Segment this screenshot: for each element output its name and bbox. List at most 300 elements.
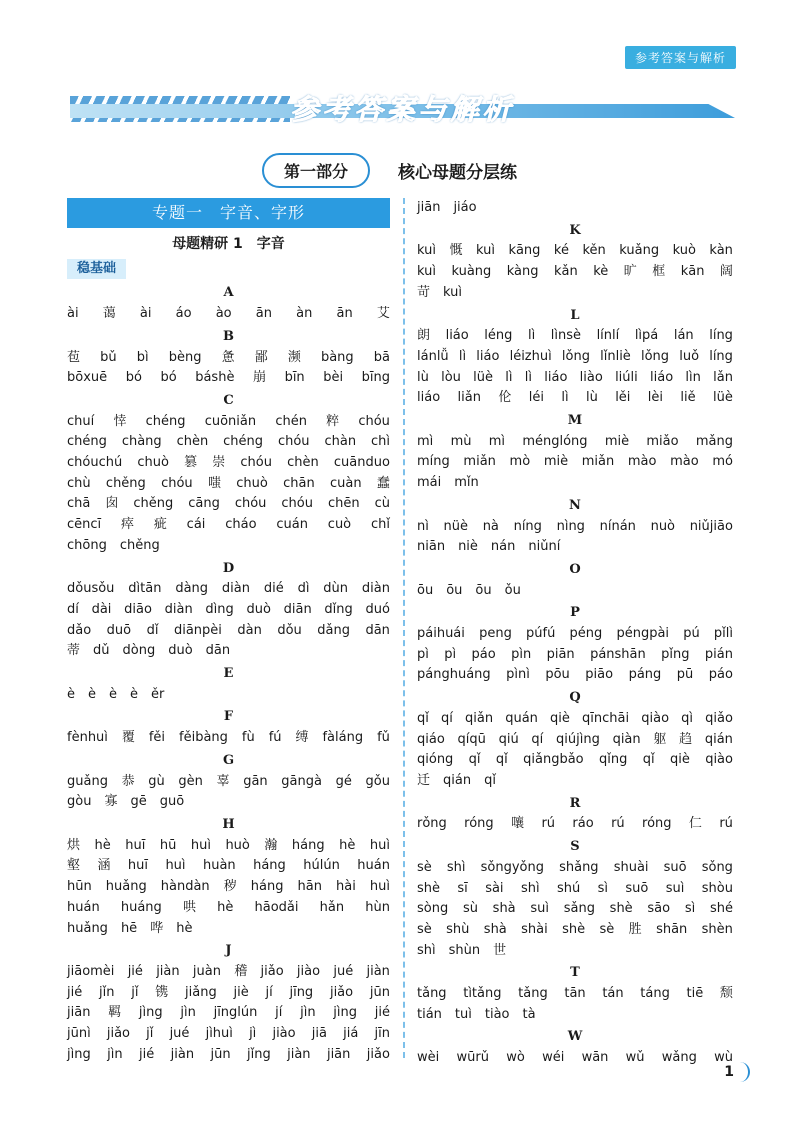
answer-token: suì <box>530 901 549 917</box>
answer-token: kān <box>680 264 705 280</box>
answer-token: pì <box>417 646 429 662</box>
section-letter: N <box>569 497 581 513</box>
answer-token: ōu <box>417 582 434 598</box>
answer-token: 崇 <box>212 455 226 471</box>
answer-token: sǒngyǒng <box>480 859 544 875</box>
answer-token: chuò <box>236 475 268 491</box>
answer-token: niè <box>458 539 478 555</box>
answer-token: sǎng <box>563 901 595 917</box>
part-title: 核心母题分层练 <box>398 163 518 183</box>
section-letter: K <box>569 222 581 238</box>
answer-token: ài <box>139 306 152 322</box>
answer-token: diàn <box>164 601 193 617</box>
answer-token: chén <box>275 413 307 429</box>
answer-token: chěng <box>119 537 160 553</box>
answer-token: nà <box>482 518 499 534</box>
answer-token: sè <box>417 859 432 875</box>
answer-token: qiǎo <box>705 710 733 726</box>
answer-token: sè <box>417 921 432 937</box>
column-divider <box>403 198 405 1058</box>
answer-line <box>67 792 390 813</box>
answer-token: dí <box>67 601 79 617</box>
answer-token: jié <box>67 984 83 1000</box>
answer-line <box>417 452 733 473</box>
answer-token: shài <box>521 921 548 937</box>
answer-token: lù <box>417 369 429 385</box>
answer-token: 缚 <box>295 730 309 746</box>
answer-token: 哗 <box>150 920 164 936</box>
section-letter: F <box>223 709 234 725</box>
answer-token: niān <box>417 539 446 555</box>
answer-token: hāodǎi <box>254 899 299 915</box>
answer-token: niǔjiāo <box>689 518 733 534</box>
answer-token: hè <box>94 837 111 853</box>
answer-line <box>417 432 733 453</box>
answer-token: diānpèi <box>173 622 222 638</box>
section-letter: D <box>222 560 235 576</box>
answer-token: ráo <box>572 816 594 832</box>
title-banner <box>70 90 735 128</box>
answer-token: chuí <box>67 413 95 429</box>
answer-token: jiàn <box>287 1046 311 1062</box>
answer-token: línlí <box>596 328 620 344</box>
answer-token: páo <box>471 646 496 662</box>
answer-token: kuì <box>417 243 436 259</box>
answer-token: hǎn <box>319 899 345 915</box>
answer-token: 壑 <box>67 858 81 874</box>
answer-token: jí <box>265 984 273 1000</box>
answer-token: qiújìng <box>556 731 600 747</box>
answer-token: tà <box>522 1006 536 1022</box>
answer-token: kè <box>593 264 609 280</box>
answer-token: báshè <box>195 370 235 386</box>
answer-token: kuò <box>672 243 696 259</box>
answer-line <box>67 1024 390 1045</box>
answer-token: jiào <box>296 963 321 979</box>
answer-line <box>67 983 390 1004</box>
right-column <box>417 198 733 1069</box>
answer-token: qiú <box>498 731 519 747</box>
answer-token: sī <box>457 880 468 896</box>
answer-line <box>67 453 390 474</box>
answer-token: 崩 <box>253 370 267 386</box>
answer-token: huán <box>67 899 100 915</box>
answer-token: lù <box>585 390 598 406</box>
answer-token: 羁 <box>108 1005 122 1021</box>
answer-token: páo <box>708 667 733 683</box>
answer-token: 粹 <box>326 413 340 429</box>
answer-token: 旷 <box>623 264 637 280</box>
answer-token: kuì <box>475 243 495 259</box>
section-letter: J <box>225 943 232 959</box>
answer-token: qiáo <box>417 731 445 747</box>
answer-token: shè <box>562 921 586 937</box>
answer-token: cái <box>186 517 206 533</box>
answer-line <box>67 412 390 433</box>
answer-token: pìnì <box>506 667 530 683</box>
answer-token: jīnglún <box>213 1005 258 1021</box>
answer-token: pìn <box>511 646 532 662</box>
answer-line <box>417 262 733 283</box>
answer-token: chéng <box>67 434 107 450</box>
answer-token: lì <box>527 328 536 344</box>
answer-token: huán <box>357 858 390 874</box>
answer-token: suì <box>665 880 685 896</box>
answer-token: gān <box>243 773 268 789</box>
answer-token: sì <box>597 880 608 896</box>
answer-token: tuì <box>454 1006 472 1022</box>
answer-token: huàn <box>202 858 236 874</box>
answer-token: lǎn <box>713 369 733 385</box>
answer-token: jǐ <box>146 1026 154 1042</box>
answer-token: bèng <box>168 349 202 365</box>
answer-token: cēncī <box>67 517 102 533</box>
answer-token: shì <box>446 859 466 875</box>
answer-token: jié <box>127 963 143 979</box>
answer-token: qiàn <box>612 731 641 747</box>
answer-token: wò <box>506 1050 525 1066</box>
answer-token: 世 <box>493 942 507 958</box>
answer-token: cuàn <box>330 475 362 491</box>
answer-token: lüè <box>713 390 733 406</box>
answer-token: wù <box>714 1050 733 1066</box>
answer-token: qíqū <box>457 731 486 747</box>
answer-token: ān <box>255 306 273 322</box>
answer-token: jiā <box>311 1026 327 1042</box>
answer-line <box>67 877 390 898</box>
answer-token: dǔ <box>93 643 110 659</box>
answer-token: shú <box>556 880 581 896</box>
answer-token: qí <box>441 710 453 726</box>
answer-token: mó <box>712 454 733 470</box>
answer-token: gé <box>335 773 352 789</box>
answer-token: lǒng <box>640 348 670 364</box>
answer-token: lěi <box>615 390 631 406</box>
answer-token: pǐlì <box>713 626 733 642</box>
answer-token: róng <box>464 816 494 832</box>
answer-token: kuì <box>443 284 462 300</box>
answer-line <box>417 624 733 645</box>
answer-line <box>417 388 733 409</box>
answer-token: kuǎng <box>619 243 660 259</box>
answer-token: páihuái <box>417 626 465 642</box>
answer-token: suō <box>663 859 687 875</box>
answer-token: páng <box>628 667 662 683</box>
answer-token: róng <box>642 816 672 832</box>
answer-token: jǐn <box>99 984 115 1000</box>
answer-line <box>417 941 733 962</box>
answer-token: jìn <box>300 1005 316 1021</box>
answer-token: jūn <box>369 984 390 1000</box>
corner-section-tab: 参考答案与解析 <box>625 46 736 69</box>
answer-token: léi <box>528 390 544 406</box>
answer-token: dòng <box>122 643 156 659</box>
answer-token: qǐ <box>495 752 508 768</box>
answer-token: hè <box>339 837 356 853</box>
answer-token: péngpài <box>616 626 670 642</box>
answer-token: háng <box>253 858 286 874</box>
answer-token: lìnsè <box>550 328 581 344</box>
answer-token: diān <box>283 601 312 617</box>
answer-token: 寡 <box>104 794 118 810</box>
answer-token: chěng <box>105 475 146 491</box>
section-letter: P <box>570 605 580 621</box>
answer-token: bīng <box>361 370 390 386</box>
answer-token: hūn <box>67 879 92 895</box>
answer-line <box>67 515 390 536</box>
answer-token: áo <box>175 306 192 322</box>
answer-token: qiè <box>550 710 570 726</box>
answer-line <box>417 879 733 900</box>
answer-token: guō <box>159 794 185 810</box>
answer-token: jūn <box>210 1046 231 1062</box>
answer-token: 疵 <box>153 517 167 533</box>
answer-token: kàn <box>709 243 733 259</box>
answer-token: chǐ <box>370 517 390 533</box>
answer-line <box>417 899 733 920</box>
answer-line <box>417 473 733 494</box>
answer-line <box>67 919 390 940</box>
answer-token: léng <box>484 328 513 344</box>
answer-token: qǐng <box>599 752 628 768</box>
answer-token: huì <box>369 837 390 853</box>
answer-token: wǔ <box>625 1050 645 1066</box>
answer-token: 苛 <box>417 284 431 300</box>
answer-token: liáo <box>445 328 469 344</box>
answer-token: jūnì <box>67 1026 91 1042</box>
answer-token: dài <box>91 601 112 617</box>
answer-token: 恭 <box>121 773 135 789</box>
answer-token: sāo <box>647 901 671 917</box>
answer-token: chóu <box>358 413 390 429</box>
answer-token: liǎn <box>457 390 481 406</box>
answer-token: juàn <box>192 963 221 979</box>
answer-token: dìng <box>205 601 234 617</box>
answer-token: jìng <box>138 1005 163 1021</box>
answer-token: líng <box>709 348 733 364</box>
answer-token: pū <box>676 667 694 683</box>
answer-token: rǒng <box>417 816 447 832</box>
answer-token: qǐ <box>484 772 496 788</box>
answer-token: tān <box>564 986 586 1002</box>
answer-line <box>67 962 390 983</box>
page-number: 1 <box>710 1062 750 1082</box>
answer-token: mì <box>417 433 434 449</box>
answer-token: bó <box>160 370 177 386</box>
answer-line <box>417 858 733 879</box>
answer-token: shān <box>656 921 688 937</box>
answer-line <box>67 494 390 515</box>
answer-token: bā <box>373 349 390 365</box>
answer-token: shè <box>417 880 441 896</box>
answer-token: bì <box>136 349 149 365</box>
answer-line <box>67 536 390 557</box>
answer-token: gòu <box>67 794 92 810</box>
answer-token: pánshān <box>590 646 646 662</box>
answer-token: jìn <box>107 1046 123 1062</box>
answer-token: fù <box>241 730 255 746</box>
answer-line <box>417 198 733 219</box>
answer-token: 躯 <box>653 731 667 747</box>
answer-token: rú <box>541 816 556 832</box>
answer-token: guǎng <box>67 773 108 789</box>
answer-token: dǒusǒu <box>67 581 115 597</box>
answer-token: qián <box>704 731 733 747</box>
answer-token: hè <box>217 899 234 915</box>
answer-token: pì <box>444 646 457 662</box>
answer-token: bèi <box>323 370 344 386</box>
answer-token: qí <box>531 731 544 747</box>
answer-token: púfú <box>526 626 556 642</box>
answer-token: 镌 <box>155 984 169 1000</box>
answer-token: dān <box>205 643 231 659</box>
answer-line <box>67 685 390 706</box>
answer-token: 胜 <box>628 921 642 937</box>
answer-token: chù <box>67 475 91 491</box>
answer-token: 蔼 <box>102 306 116 322</box>
answer-token: nán <box>490 539 516 555</box>
answer-token: sǒng <box>701 859 733 875</box>
answer-token: cāng <box>188 496 220 512</box>
answer-token: lìpá <box>634 328 659 344</box>
answer-token: gāngà <box>281 773 322 789</box>
answer-token: huì <box>369 879 390 895</box>
answer-token: gǒu <box>365 773 390 789</box>
left-answer-list <box>67 283 390 1065</box>
answer-token: bīn <box>284 370 305 386</box>
answer-token: 悻 <box>113 413 127 429</box>
section-letter: E <box>223 666 234 682</box>
answer-token: jiǎo <box>329 984 354 1000</box>
answer-token: lǐnliè <box>600 348 631 364</box>
answer-token: qiào <box>641 710 670 726</box>
answer-token: 迁 <box>417 772 431 788</box>
answer-token: lì <box>524 369 532 385</box>
answer-token: háng <box>250 879 284 895</box>
answer-token: shì <box>417 942 436 958</box>
answer-token: jiào <box>272 1026 296 1042</box>
answer-line <box>67 641 390 662</box>
answer-token: lèi <box>647 390 664 406</box>
answer-token: fènhuì <box>67 730 108 746</box>
answer-token: chōng <box>67 537 107 553</box>
answer-token: lì <box>505 369 513 385</box>
answer-token: liáo <box>650 369 674 385</box>
answer-token: huò <box>225 837 250 853</box>
answer-token: hùn <box>365 899 390 915</box>
answer-token: pōu <box>545 667 570 683</box>
answer-token: jiǎng <box>185 984 217 1000</box>
answer-token: cuò <box>327 517 352 533</box>
answer-token: jiàn <box>156 963 180 979</box>
answer-token: mái <box>417 475 442 491</box>
answer-token: peng <box>479 626 512 642</box>
answer-token: mì <box>488 433 506 449</box>
answer-token: chóu <box>240 455 272 471</box>
answer-token: shǎng <box>559 859 599 875</box>
answer-line <box>417 750 733 771</box>
answer-token: chàn <box>324 434 357 450</box>
answer-token: dàn <box>237 622 262 638</box>
answer-token: mào <box>670 454 699 470</box>
answer-token: shòu <box>701 880 733 896</box>
answer-token: 蠢 <box>376 475 390 491</box>
answer-token: mǎng <box>695 433 733 449</box>
answer-token: rú <box>611 816 625 832</box>
answer-token: è <box>67 686 75 702</box>
section-letter: R <box>569 795 581 811</box>
answer-token: jìhuì <box>205 1026 233 1042</box>
answer-token: 涵 <box>97 858 111 874</box>
answer-token: jí <box>275 1005 283 1021</box>
answer-token: húlún <box>303 858 340 874</box>
answer-line <box>67 579 390 600</box>
answer-token: fàláng <box>322 730 364 746</box>
answer-token: jiāomèi <box>67 963 115 979</box>
answer-token: 阔 <box>719 264 733 280</box>
section-letter: L <box>570 307 580 323</box>
answer-token: shù <box>446 921 470 937</box>
answer-token: qiǎngbǎo <box>523 752 584 768</box>
answer-token: huáng <box>120 899 162 915</box>
answer-token: jiǎo <box>106 1026 131 1042</box>
answer-token: 濒 <box>287 349 301 365</box>
answer-token: pián <box>704 646 733 662</box>
answer-token: 鄙 <box>254 349 268 365</box>
answer-token: chéng <box>223 434 264 450</box>
answer-token: pánghuáng <box>417 667 491 683</box>
answer-token: nuò <box>650 518 676 534</box>
section-letter: W <box>567 1029 583 1045</box>
answer-token: 秽 <box>223 879 237 895</box>
answer-token: nìng <box>556 518 585 534</box>
answer-line <box>417 326 733 347</box>
answer-token: duò <box>246 601 271 617</box>
answer-token: dǎng <box>317 622 350 638</box>
answer-token: hài <box>336 879 356 895</box>
answer-line <box>67 728 390 749</box>
answer-token: ōu <box>475 582 492 598</box>
answer-token: 艾 <box>376 306 390 322</box>
answer-token: huī <box>125 837 146 853</box>
answer-token: fú <box>268 730 282 746</box>
answer-line <box>417 709 733 730</box>
answer-line <box>417 283 733 304</box>
answer-token: qiè <box>669 752 690 768</box>
answer-token: jiàn <box>170 1046 195 1062</box>
answer-token: shà <box>492 901 516 917</box>
answer-token: líng <box>709 328 733 344</box>
answer-token: qǐ <box>468 752 481 768</box>
answer-token: chóu <box>277 434 310 450</box>
answer-token: ào <box>215 306 232 322</box>
answer-token: 烘 <box>67 837 81 853</box>
answer-token: jié <box>374 1005 390 1021</box>
section-letter: T <box>570 965 580 981</box>
answer-line <box>417 984 733 1005</box>
answer-token: quán <box>505 710 538 726</box>
answer-token: jīn <box>374 1026 390 1042</box>
answer-token: 瀚 <box>264 837 278 853</box>
answer-token: luǒ <box>679 348 700 364</box>
answer-token: mù <box>450 433 472 449</box>
answer-line <box>417 814 733 835</box>
answer-token: chān <box>283 475 315 491</box>
answer-token: 嗤 <box>207 475 221 491</box>
answer-token: mǐn <box>454 475 479 491</box>
answer-token: chēn <box>327 496 360 512</box>
answer-token: lánlǚ <box>417 348 449 364</box>
